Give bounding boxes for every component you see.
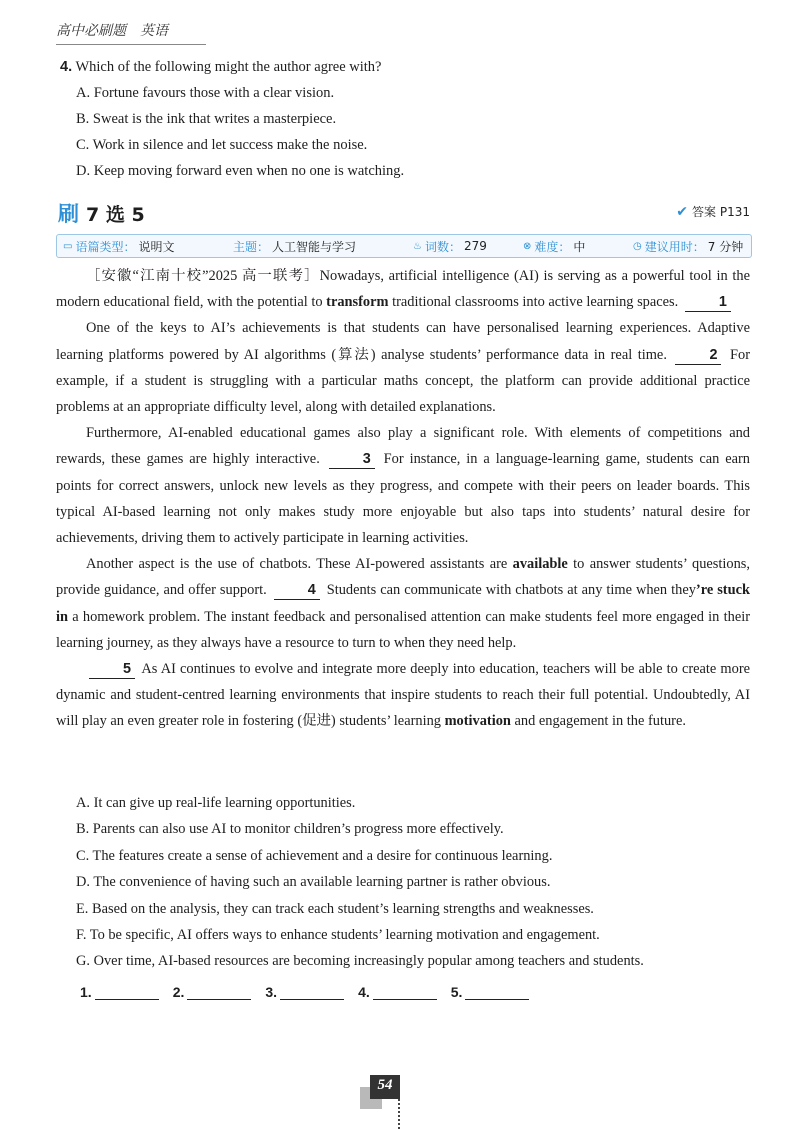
info-time-label: 建议用时： [644, 239, 705, 254]
book-icon: ▭ [63, 240, 73, 252]
answer-reference[interactable] [676, 203, 750, 220]
answer-underline[interactable] [465, 985, 529, 1000]
info-difficulty-value: 中 [573, 239, 586, 254]
blank-4[interactable]: 4 [274, 581, 320, 600]
question-4-number: 4. [60, 59, 73, 75]
section-title-text: 7 选 5 [86, 204, 145, 226]
passage-p2-text-a: One of the keys to AI’s achievements is that students can have personalised learning experiences. Adaptive learning platforms powered by AI algorithms (算法) analyse students’ performance data in real time. [56, 320, 750, 363]
page-number: 54 [377, 1077, 393, 1093]
blank-1[interactable]: 1 [685, 293, 731, 312]
answer-underline[interactable] [187, 985, 251, 1000]
keyword-transform: transform [326, 294, 389, 311]
info-genre [63, 238, 233, 255]
option-d[interactable]: D. The convenience of having such an available learning partner is rather obvious. [76, 874, 551, 891]
passage-p4-text-a: Another aspect is the use of chatbots. These AI-powered assistants are [86, 556, 513, 573]
section-title [58, 200, 145, 227]
question-4-text: Which of the following might the author agree with? [75, 59, 382, 75]
info-difficulty-label: 难度： [534, 239, 571, 254]
question-4-option-c[interactable]: C. Work in silence and let success make the noise. [76, 137, 368, 153]
question-4 [60, 54, 404, 184]
info-topic [233, 238, 413, 255]
reading-passage [56, 263, 750, 735]
answer-label-5: 5. [450, 984, 463, 1000]
keyword-motivation: motivation [444, 713, 511, 730]
passage-p4-text-b: to answer students’ questions, provide guidance, and offer support. [56, 556, 750, 599]
answer-underline[interactable] [373, 985, 437, 1000]
info-time-value: 7 分钟 [707, 239, 744, 254]
answer-line-2[interactable] [173, 984, 252, 1000]
passage-p3-text-b: For instance, in a language-learning game, students can earn points for correct answers, unlock new levels as they progress, and compete with their peers on leader boards. This typical AI-based learning not only makes study more enjoyable but also taps into students’ natural desire for achievements, driving them to actively participate in learning activities. [56, 451, 750, 547]
passage-p3-text-a: Furthermore, AI-enabled educational games also play a significant role. With elements of competitions and rewards, these games are highly interactive. [56, 425, 750, 468]
option-a[interactable]: A. It can give up real-life learning opportunities. [76, 795, 356, 811]
answer-reference-text: 答案 P131 [692, 205, 750, 219]
answer-label-4: 4. [358, 984, 370, 1000]
answer-lines [80, 984, 529, 1000]
difficulty-icon: ⊗ [523, 240, 532, 252]
option-g[interactable]: G. Over time, AI-based resources are becoming increasingly popular among teachers and students. [76, 953, 644, 970]
blank-2[interactable]: 2 [675, 346, 721, 365]
page-number-badge [360, 1075, 404, 1119]
question-4-option-a[interactable]: A. Fortune favours those with a clear vision. [76, 85, 335, 101]
passage-p5-text-b: and engagement in the future. [510, 713, 686, 730]
passage-p4-text-c: Students can communicate with chatbots at any time when they [326, 582, 696, 599]
passage-p2-text-b: For example, if a student is struggling with a particular maths concept, the platform can provide additional practice problems at an appropriate difficulty level, along with detailed explanations. [56, 346, 751, 416]
brush-icon: 刷 [58, 201, 79, 226]
passage-source: ［安徽“江南十校”2025 高一联考］ [86, 268, 320, 284]
passage-paragraph-5 [56, 656, 750, 735]
clock-icon: ◷ [633, 240, 642, 252]
answer-underline[interactable] [280, 985, 344, 1000]
info-genre-label: 语篇类型： [75, 239, 136, 254]
passage-paragraph-4 [56, 551, 750, 656]
question-4-option-b[interactable]: B. Sweat is the ink that writes a masterpiece. [76, 111, 337, 127]
option-c[interactable]: C. The features create a sense of achievement and a desire for continuous learning. [76, 847, 553, 864]
info-difficulty [523, 238, 633, 255]
info-words-value: 279 [463, 239, 487, 253]
seven-choose-five-options [76, 790, 746, 975]
words-icon: ♨ [413, 240, 422, 252]
book-header-tag: 高中必刷题 英语 [56, 23, 168, 39]
answer-label-1: 1. [80, 984, 92, 1000]
info-words-label: 词数： [424, 239, 461, 254]
option-b[interactable]: B. Parents can also use AI to monitor children’s progress more effectively. [76, 821, 504, 838]
answer-underline[interactable] [95, 985, 159, 1000]
page-badge-dots [398, 1099, 402, 1129]
keyword-stuck-in: ’re stuck in [56, 582, 750, 625]
info-time [633, 238, 743, 255]
info-genre-value: 说明文 [138, 239, 175, 254]
passage-info-bar [56, 234, 752, 258]
question-4-option-d[interactable]: D. Keep moving forward even when no one is watching. [76, 163, 405, 179]
passage-p4-text-d: a homework problem. The instant feedback and personalised attention can make students feel more engaged in their learning journey, as they always have a resource to turn to when they need help. [56, 608, 750, 651]
blank-5[interactable]: 5 [89, 660, 135, 679]
passage-p5-text-a: As AI continues to evolve and integrate more deeply into education, teachers will be able to create more dynamic and student-centred learning environments that inspire students to reach their full potential. Undoubtedly, AI will play an even greater role in fostering (促进) students’ learning [56, 661, 751, 730]
answer-label-3: 3. [265, 984, 278, 1000]
option-e[interactable]: E. Based on the analysis, they can track each student’s learning strengths and weaknesses. [76, 900, 594, 917]
header-rule [56, 44, 206, 45]
option-f[interactable]: F. To be specific, AI offers ways to enhance students’ learning motivation and engagement. [76, 927, 600, 944]
passage-p1-text-b: traditional classrooms into active learning spaces. [388, 294, 679, 311]
info-words [413, 238, 523, 255]
answer-line-4[interactable] [358, 984, 437, 1000]
info-topic-label: 主题： [233, 239, 270, 254]
answer-line-3[interactable] [265, 984, 344, 1000]
answer-line-5[interactable] [451, 984, 530, 1000]
passage-p1-text-a: Nowadays, artificial intelligence (AI) is serving as a powerful tool in the modern educational field, with the potential to [56, 268, 750, 311]
info-topic-value: 人工智能与学习 [272, 239, 357, 254]
blank-3[interactable]: 3 [329, 450, 375, 469]
answer-line-1[interactable] [80, 984, 159, 1000]
checkmark-icon: ✔ [676, 203, 689, 220]
keyword-available: available [512, 556, 568, 573]
answer-label-2: 2. [172, 984, 185, 1000]
passage-paragraph-1 [56, 263, 750, 315]
passage-paragraph-3 [56, 420, 750, 551]
passage-paragraph-2 [56, 315, 750, 420]
question-4-stem [60, 54, 404, 80]
